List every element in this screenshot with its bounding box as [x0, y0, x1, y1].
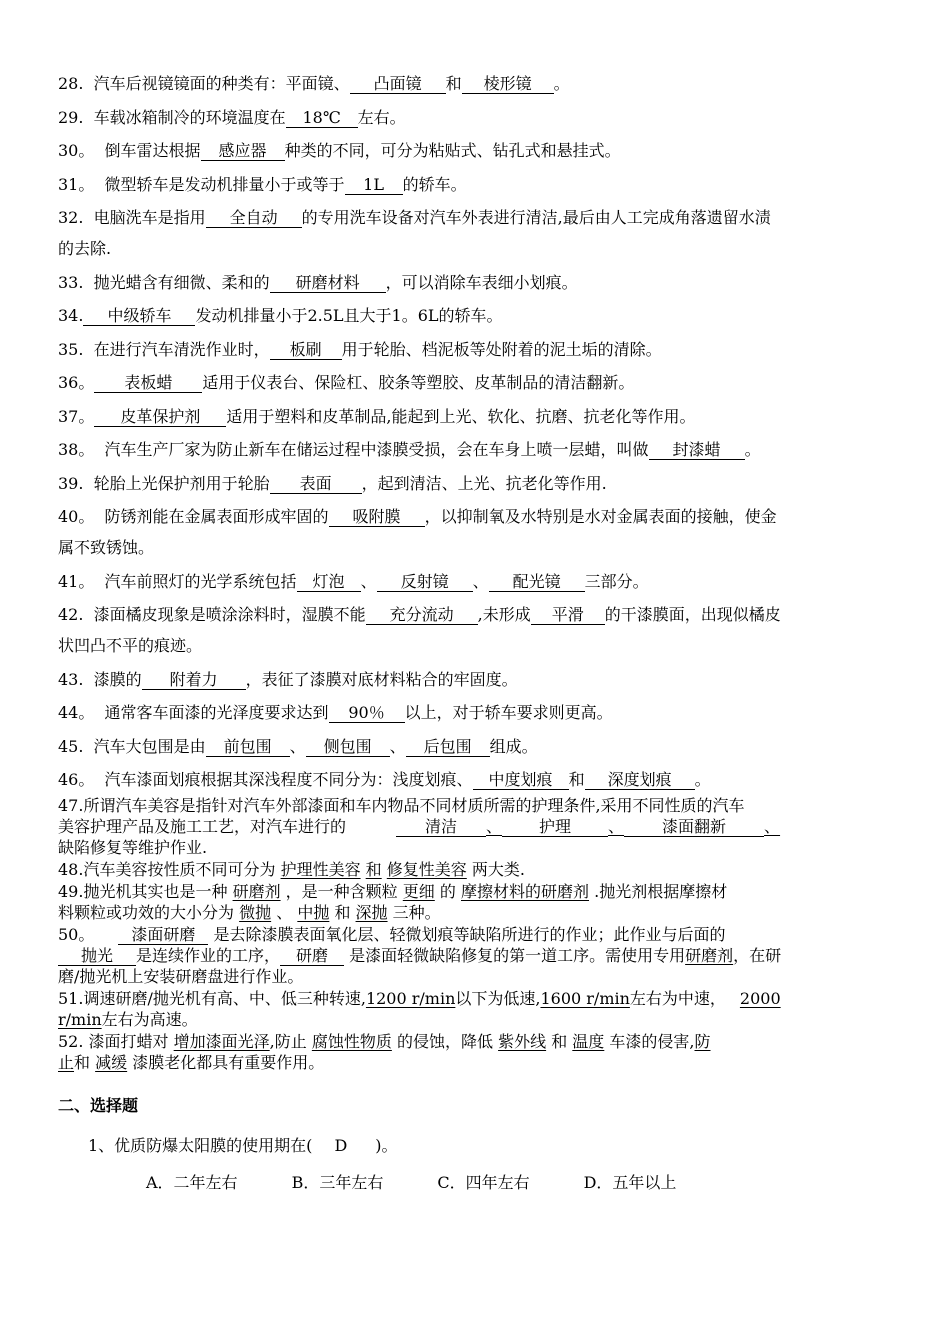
section-heading-choice: 二、选择题 — [58, 1095, 139, 1115]
answer-blank: 前包围 — [206, 738, 290, 757]
answer-blank: 18℃ — [286, 109, 358, 128]
item-31: 31。 微型轿车是发动机排量小于或等于 1L 的轿车。 — [58, 174, 467, 194]
answer-blank: 清洁 — [396, 818, 486, 837]
answer-blank: 90％ — [329, 704, 405, 723]
answer-blank: 表面 — [270, 475, 362, 494]
mc-options-1 — [58, 1173, 893, 1193]
item-35: 35. 在进行汽车清洗作业时， 板刷 用于轮胎、档泥板等处附着的泥土垢的清除。 — [58, 339, 662, 359]
mc-answer: D — [334, 1135, 348, 1155]
answer-blank: 板刷 — [270, 341, 342, 360]
answer-blank: 配光镜 — [489, 573, 585, 592]
answer-blank: 抛光 — [58, 947, 136, 966]
item-38: 38。 汽车生产厂家为防止新车在储运过程中漆膜受损，会在车身上喷一层蜡，叫做 封漆蜡 。 — [58, 440, 761, 459]
answer-blank: 感应器 — [201, 142, 285, 161]
item-42: 42. 漆面橘皮现象是喷涂涂料时，湿膜不能 充分流动 ,未形成 平滑 的干漆膜面，出现似橘皮 状凹凸不平的痕迹。 — [58, 605, 781, 655]
item-47: 47.所谓汽车美容是指针对汽车外部漆面和车内物品不同材质所需的护理条件,采用不同性质的汽车 美容护理产品及施工工艺，对汽车进行的 清洁 、 护理 、 漆面翻新 、 缺陷修复等维护作业. — [58, 795, 781, 857]
answer-blank: 凸面镜 — [350, 75, 446, 94]
item-33: 33. 抛光蜡含有细微、柔和的 研磨材料 ，可以消除车表细小划痕。 — [58, 272, 578, 292]
answer-blank: 1L — [345, 176, 403, 195]
answer-blank: 后包围 — [406, 738, 490, 757]
item-50: 50。 漆面研磨 是去除漆膜表面氧化层、轻微划痕等缺陷所进行的作业；此作业与后面的 抛光 是连续作业的工序， 研磨 是漆面轻微缺陷修复的第一道工序。需使用专用研磨剂，在研 磨/抛光机上安装研磨盘进行作业。 — [58, 924, 782, 986]
item-48: 48.汽车美容按性质不同可分为 护理性美容 和 修复性美容 两大类. — [58, 859, 525, 879]
option-c: C．四年左右 — [437, 1172, 530, 1192]
item-44: 44。 通常客车面漆的光泽度要求达到 90％ 以上，对于轿车要求则更高。 — [58, 703, 613, 722]
item-43: 43. 漆膜的 附着力 ，表征了漆膜对底材料粘合的牢固度。 — [58, 669, 518, 689]
item-49: 49.抛光机其实也是一种 研磨剂 ，是一种含颗粒 更细 的 摩擦材料的研磨剂 .抛光剂根据摩擦材 料颗粒或功效的大小分为 微抛 、 中抛 和 深抛 三种。 — [58, 881, 728, 922]
answer-blank: 附着力 — [142, 671, 246, 690]
answer-blank: 中度划痕 — [473, 771, 569, 790]
answer-blank: 侧包围 — [306, 738, 390, 757]
option-d: D．五年以上 — [583, 1172, 677, 1192]
item-29: 29. 车载冰箱制冷的环境温度在 18℃ 左右。 — [58, 107, 406, 127]
answer-blank: 研磨材料 — [270, 274, 386, 293]
answer-blank: 封漆蜡 — [649, 441, 745, 460]
item-45: 45. 汽车大包围是由 前包围 、 侧包围 、 后包围 组成。 — [58, 736, 538, 756]
answer-blank: 皮革保护剂 — [94, 408, 226, 427]
item-34: 34. 中级轿车 发动机排量小于2.5L且大于1。6L的轿车。 — [58, 306, 503, 325]
item-51: 51.调速研磨/抛光机有高、中、低三种转速,1200 r/min以下为低速,1600 r/min左右为中速， 2000 r/min左右为高速。 — [58, 988, 781, 1029]
answer-blank: 充分流动 — [366, 606, 478, 625]
answer-blank: 深度划痕 — [585, 771, 695, 790]
item-32: 32. 电脑洗车是指用 全自动 的专用洗车设备对汽车外表进行清洁,最后由人工完成角落遗留水渍 的去除. — [58, 208, 771, 258]
document-page — [58, 74, 893, 1193]
item-40: 40。 防锈剂能在金属表面形成牢固的 吸附膜 ，以抑制氧及水特别是水对金属表面的接触，使金 属不致锈蚀。 — [58, 507, 777, 557]
item-37: 37。 皮革保护剂 适用于塑料和皮革制品,能起到上光、软化、抗磨、抗老化等作用。 — [58, 406, 696, 426]
option-a: A．二年左右 — [146, 1172, 238, 1192]
answer-blank: 漆面研磨 — [118, 926, 208, 945]
item-30: 30。 倒车雷达根据 感应器 种类的不同，可分为粘贴式、钻孔式和悬挂式。 — [58, 141, 621, 160]
mc-question-1: 1、优质防爆太阳膜的使用期在( D )。 — [88, 1135, 398, 1155]
answer-blank: 平滑 — [531, 606, 605, 625]
option-b: B．三年左右 — [291, 1172, 384, 1192]
item-28: 28. 汽车后视镜镜面的种类有：平面镜、 凸面镜 和 棱形镜 。 — [58, 74, 570, 93]
answer-blank: 全自动 — [206, 209, 302, 228]
answer-blank: 表板蜡 — [94, 374, 202, 393]
answer-blank: 反射镜 — [377, 573, 473, 592]
answer-blank: 漆面翻新 — [624, 818, 764, 837]
answer-blank: 中级轿车 — [83, 307, 195, 326]
answer-blank: 灯泡 — [297, 573, 361, 592]
item-36: 36。 表板蜡 适用于仪表台、保险杠、胶条等塑胶、皮革制品的清洁翻新。 — [58, 373, 635, 392]
item-39: 39. 轮胎上光保护剂用于轮胎 表面 ，起到清洁、上光、抗老化等作用. — [58, 473, 607, 493]
item-46: 46。 汽车漆面划痕根据其深浅程度不同分为：浅度划痕、 中度划痕 和 深度划痕 。 — [58, 770, 711, 789]
answer-blank: 护理 — [502, 818, 608, 837]
answer-blank: 棱形镜 — [462, 75, 554, 94]
answer-blank: 研磨 — [280, 947, 344, 966]
item-41: 41。 汽车前照灯的光学系统包括 灯泡 、 反射镜 、 配光镜 三部分。 — [58, 571, 649, 591]
answer-blank: 吸附膜 — [329, 508, 425, 527]
item-52: 52. 漆面打蜡对 增加漆面光泽,防止 腐蚀性物质 的侵蚀，降低 紫外线 和 温度 车漆的侵害,防 止和 减缓 漆膜老化都具有重要作用。 — [58, 1031, 711, 1072]
